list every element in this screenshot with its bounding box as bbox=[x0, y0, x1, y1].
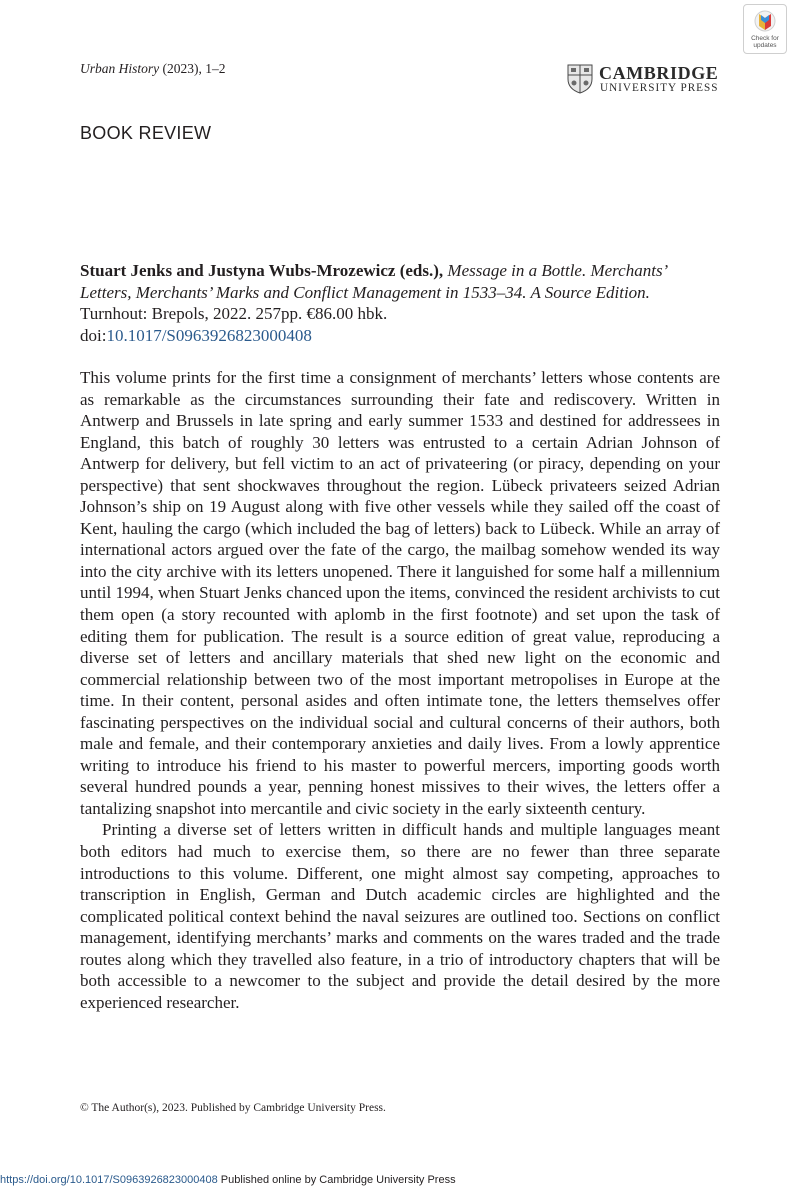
copyright-notice: © The Author(s), 2023. Published by Cambridge University Press. bbox=[80, 1102, 386, 1114]
crossmark-button[interactable] bbox=[743, 4, 787, 54]
section-heading: BOOK REVIEW bbox=[80, 123, 212, 143]
journal-info: (2023), 1–2 bbox=[159, 61, 226, 76]
journal-name: Urban History bbox=[80, 61, 160, 76]
doi-link[interactable]: 10.1017/S0963926823000408 bbox=[106, 325, 312, 345]
body-paragraph: Printing a diverse set of letters written in difficult hands and multiple languages meant both editors had much to exercise them, so there are no fewer than three separate introductions to this volume. Different, one might almost say competing, approaches to transcription in English, German and Dutch academic circles are highlighted and the complicated political context behind the naval seizures are outlined too. Sections on conflict management, identifying merchants’ marks and comments on the wares traded and the trade routes along which they travelled also feature, in a trio of introductory chapters that will be both accessible to a newcomer to the subject and provide the detail desired by the more experienced researcher. bbox=[80, 820, 720, 1012]
crossmark-label: Check for updates bbox=[751, 35, 779, 49]
publisher-subtitle: UNIVERSITY PRESS bbox=[600, 82, 719, 94]
body-paragraph: This volume prints for the first time a consignment of merchants’ letters whose contents are as remarkable as the circumstances surrounding their fate and rediscovery. Written in Antwerp and Brussels in late spring and early summer 1533 and destined for addressees in England, this batch of roughly 30 letters was entrusted to a certain Adrian Johnson of Antwerp for delivery, but fell victim to an act of privateering (or piracy, depending on your perspective) that sent shockwaves throughout the region. Lübeck privateers seized Adrian Johnson’s ship on 19 August along with five other vessels while they sailed off the coast of Kent, hauling the cargo (which included the bag of letters) back to Lübeck. While an array of international actors argued over the fate of the cargo, the mailbag somehow wended its way into the city archive with its letters unopened. There it languished for some half a millennium until 1994, when Stuart Jenks chanced upon the items, convinced the resident archivists to cut them open (a story recounted with aplomb in the first footnote) and set upon the task of editing them for publication. The result is a source edition of great value, reproducing a diverse set of letters and ancillary materials that shed new light on the economic and commercial relationship between two of the most important metropolises in Europe at the time. In their content, personal asides and often intimate tone, the letters themselves offer fascinating perspectives on the individual social and cultural concerns of their authors, both male and female, and their contemporary anxieties and daily lives. From a lowly apprentice writing to introduce his friend to his master to powerful mercers, importing goods worth several hundred pounds a year, penning honest missives to their wives, the letters offer a tantalizing snapshot into mercantile and civic society in the early sixteenth century. bbox=[80, 368, 720, 818]
page-footer bbox=[0, 1174, 456, 1186]
book-publication: Turnhout: Brepols, 2022. 257pp. €86.00 hbk. bbox=[80, 304, 388, 323]
book-authors: Stuart Jenks and Justyna Wubs-Mrozewicz (eds.), bbox=[80, 261, 444, 280]
crossmark-icon bbox=[754, 10, 776, 34]
book-title: Message in a Bottle. Merchants’ Letters, Merchants’ Marks and Conflict Management in 1533–34. A Source Edition. bbox=[80, 261, 667, 302]
publisher-logo bbox=[567, 63, 717, 99]
doi-prefix: doi: bbox=[80, 325, 107, 345]
footer-published-text: Published online by Cambridge University Press bbox=[217, 1174, 456, 1186]
publisher-name: CAMBRIDGE bbox=[599, 63, 719, 83]
journal-citation bbox=[80, 61, 226, 77]
footer-doi-link[interactable]: https://doi.org/10.1017/S0963926823000408 bbox=[0, 1174, 218, 1186]
book-citation bbox=[80, 260, 720, 346]
university-crest-icon bbox=[567, 64, 593, 94]
review-body bbox=[80, 367, 720, 1013]
